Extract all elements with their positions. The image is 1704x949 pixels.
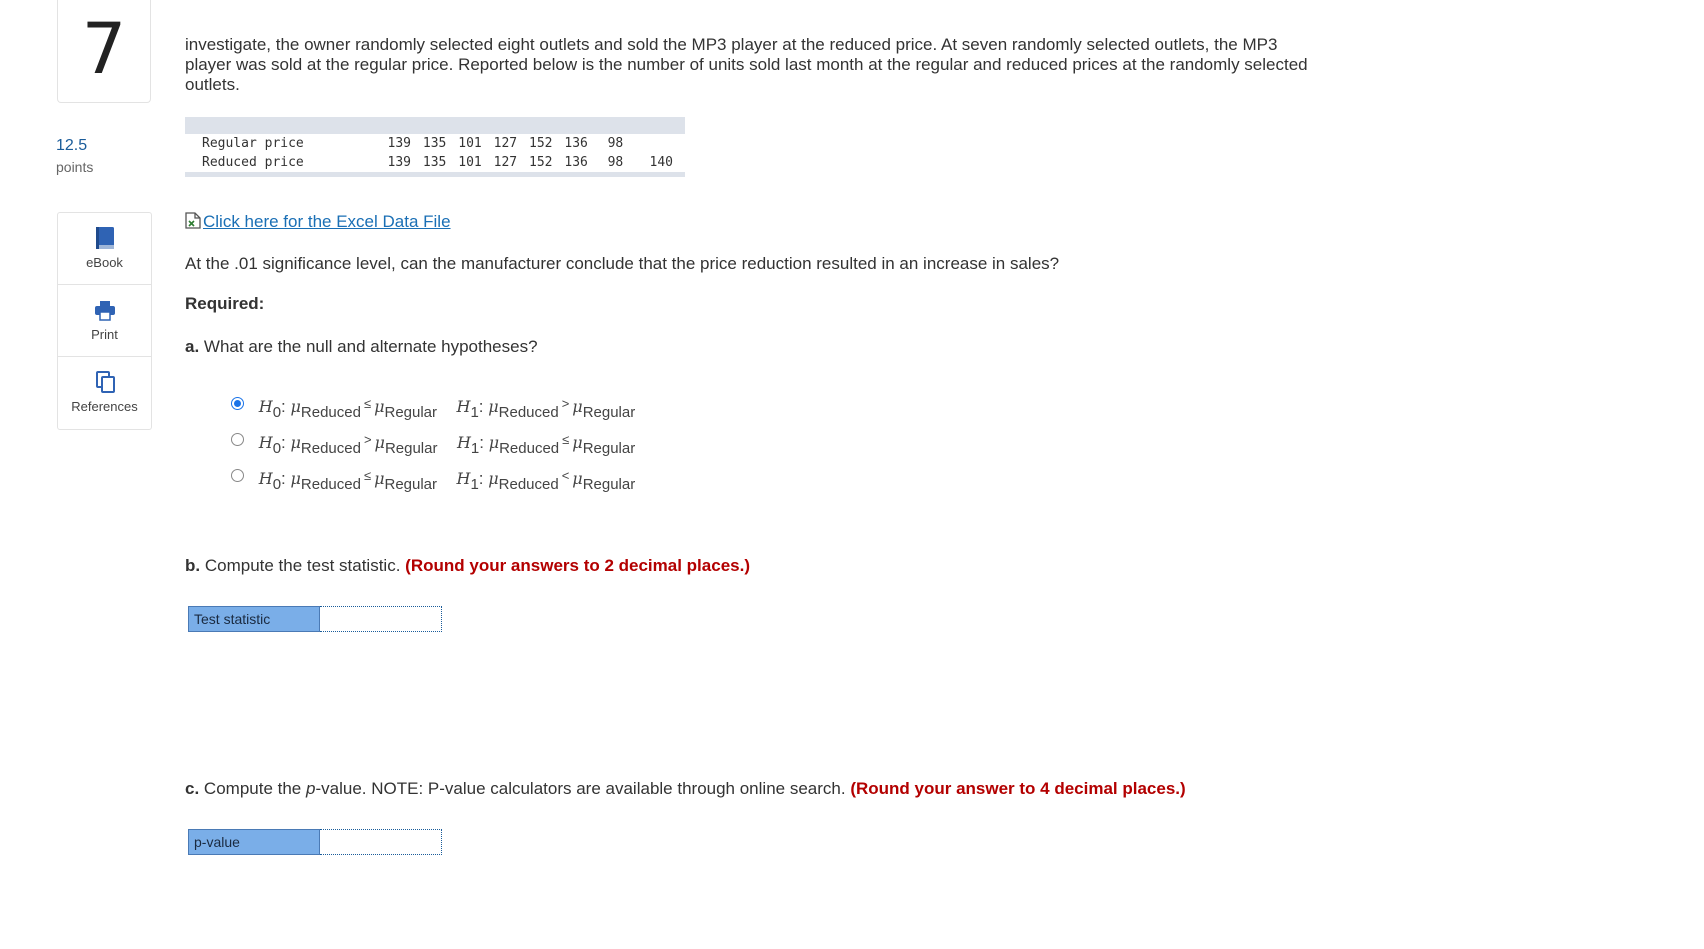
table-cell: 139 bbox=[387, 136, 411, 151]
table-cell: 136 bbox=[564, 155, 588, 170]
row-label: Reduced price bbox=[202, 155, 304, 170]
p-value-label: p-value bbox=[188, 829, 320, 855]
table-top-band bbox=[185, 117, 685, 134]
data-table bbox=[185, 117, 685, 177]
part-c-text-before: Compute the bbox=[203, 779, 302, 798]
part-a-prompt bbox=[185, 337, 538, 357]
question-number: 7 bbox=[81, 8, 127, 90]
part-c-note: (Round your answer to 4 decimal places.) bbox=[850, 779, 1186, 798]
part-b-label: b. bbox=[185, 556, 201, 575]
table-cell: 136 bbox=[564, 136, 588, 151]
table-cell: 152 bbox=[529, 155, 553, 170]
radio-button[interactable] bbox=[231, 397, 244, 410]
tools-panel bbox=[57, 212, 152, 430]
required-label: Required: bbox=[185, 294, 265, 313]
excel-data-link[interactable] bbox=[185, 212, 451, 232]
question-number-box bbox=[57, 0, 151, 103]
part-c-prompt bbox=[185, 779, 1186, 799]
p-value-input[interactable] bbox=[320, 829, 442, 855]
points-value: 12.5 bbox=[56, 137, 88, 154]
part-c-text-italic: p bbox=[306, 779, 316, 798]
hypothesis-options bbox=[231, 396, 635, 504]
print-label: Print bbox=[91, 327, 118, 342]
p-value-row bbox=[188, 829, 442, 855]
document-icon bbox=[185, 212, 201, 229]
table-cell: 140 bbox=[649, 155, 673, 170]
test-statistic-input[interactable] bbox=[320, 606, 442, 632]
test-statistic-row bbox=[188, 606, 442, 632]
ebook-button[interactable] bbox=[58, 213, 151, 285]
printer-icon bbox=[94, 298, 116, 322]
table-cell: 152 bbox=[529, 136, 553, 151]
print-button[interactable] bbox=[58, 285, 151, 357]
intro-text: investigate, the owner randomly selected eight outlets and sold the MP3 player at the reduced price. At seven randomly selected outlets, the MP3 player was sold at the regular price. Reported below is the number of units sold last month at the regular and reduced prices at the randomly selected outlets. bbox=[185, 35, 1308, 94]
table-cell: 101 bbox=[458, 136, 482, 151]
ebook-label: eBook bbox=[86, 255, 123, 270]
table-cell: 127 bbox=[493, 136, 518, 151]
part-c-label: c. bbox=[185, 779, 200, 798]
table-cell: 139 bbox=[387, 155, 411, 170]
hypothesis-option-3[interactable]: H0: μReduced≤ μRegular H1: μReduced< μRegular bbox=[231, 468, 635, 504]
radio-button[interactable] bbox=[231, 469, 244, 482]
part-a-text: What are the null and alternate hypotheses? bbox=[203, 337, 538, 356]
question-text: At the .01 significance level, can the manufacturer conclude that the price reduction resulted in an increase in sales? bbox=[185, 254, 1060, 273]
hypothesis-option-1[interactable]: H0: μReduced≤ μRegular H1: μReduced> μRegular bbox=[231, 396, 635, 432]
table-row-reduced bbox=[185, 153, 685, 172]
table-bottom-band bbox=[185, 172, 685, 177]
table-row-regular bbox=[185, 134, 685, 153]
book-icon bbox=[94, 226, 116, 250]
excel-link-text[interactable]: Click here for the Excel Data File bbox=[203, 212, 451, 231]
part-c-text-after: -value. NOTE: P-value calculators are available through online search. bbox=[315, 779, 846, 798]
table-cell: 98 bbox=[607, 136, 624, 151]
part-a-label: a. bbox=[185, 337, 200, 356]
table-cell bbox=[623, 134, 685, 153]
table-cell: 98 bbox=[607, 155, 624, 170]
row-label: Regular price bbox=[202, 136, 304, 151]
part-b-text: Compute the test statistic. bbox=[204, 556, 401, 575]
part-b-note: (Round your answers to 2 decimal places.) bbox=[405, 556, 750, 575]
part-b-prompt bbox=[185, 556, 750, 576]
references-button[interactable] bbox=[58, 357, 151, 429]
table-cell: 135 bbox=[422, 136, 447, 151]
hypothesis-option-2[interactable]: H0: μReduced> μRegular H1: μReduced≤ μRegular bbox=[231, 432, 635, 468]
radio-button[interactable] bbox=[231, 433, 244, 446]
copy-icon bbox=[94, 370, 116, 394]
references-label: References bbox=[71, 399, 138, 414]
table-cell: 135 bbox=[422, 155, 447, 170]
table-cell: 101 bbox=[458, 155, 482, 170]
table-cell: 127 bbox=[493, 155, 518, 170]
points-label: points bbox=[56, 159, 94, 175]
test-statistic-label: Test statistic bbox=[188, 606, 320, 632]
